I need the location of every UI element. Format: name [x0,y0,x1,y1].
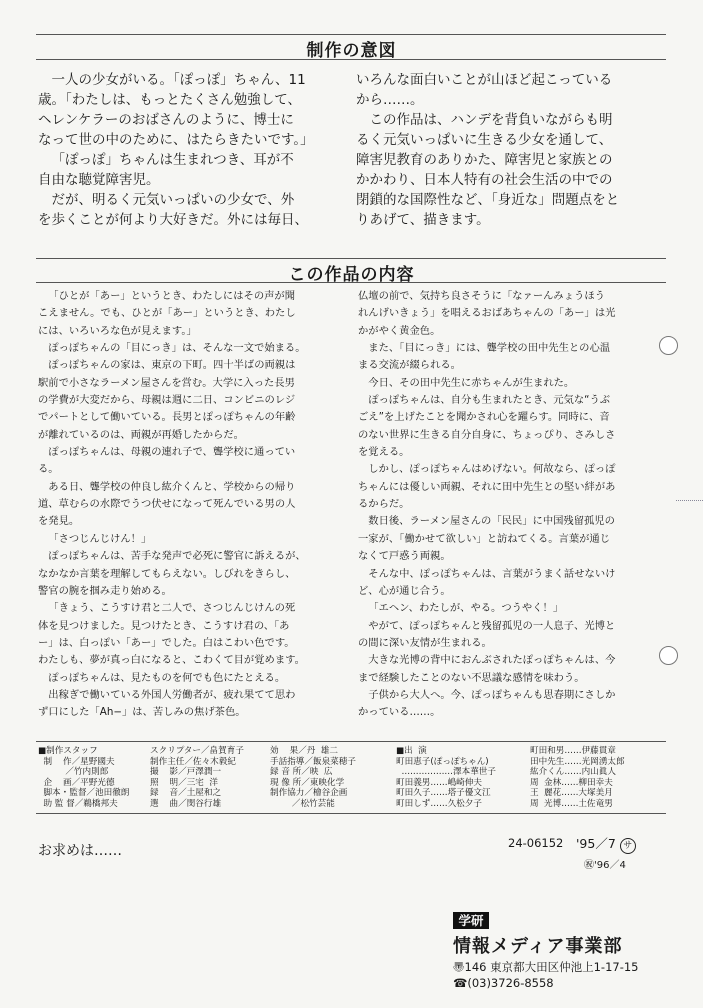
paragraph: 一人の少女がいる。「ぽっぽ」ちゃん、11 歳。「わたしは、もっとたくさん勉強して、 ヘレンケラーのおばさんのように、博士に なって世の中のために、はたらきたいです。」 [38,72,314,148]
credit-line: 録 音／土屋和之 [150,788,222,799]
paragraph: 子供から大人へ。今、ぽっぽちゃんも思春期にさしか かっている……。 [358,688,616,719]
paragraph: ぽっぽちゃんの家は、東京の下町。四十半ばの両親は 駅前で小さなラーメン屋さんを営む。大学に入った長男 の学費が大変だから、母親は週に二日、コンビニのレジ でパートとして働いている。長男とぽっぽちゃんの年齢 が離れているのは、両親が再婚したからだ。 [38,359,296,441]
credit-line: 効 果／丹 雄二 [270,746,338,756]
paragraph: 仏壇の前で、気持ち良さそうに「なァーんみょうほう れんげいきょう」を唱えるおばあちゃんの「あー」は光 かがやく黄金色。 [358,290,616,337]
credit-line: 周 光博……土佐竜男 [530,798,613,809]
fold-mark [676,500,703,501]
credit-line: 手話指導／飯泉菜穂子 [270,756,356,767]
paragraph: ぽっぽちゃんの「目にっき」は、そんな一文で始まる。 [48,342,306,355]
credits-staff-col1 [38,746,146,810]
gakken-logo: 学研 [453,912,489,929]
credits-cast-col1 [396,746,524,810]
credits-cast-col2 [530,746,664,810]
section1-rule-bottom [36,59,666,60]
credit-line: 助 監 督／鵜橋邦夫 [38,798,118,809]
issue-date [576,834,636,854]
section1-left-column [38,70,330,230]
phone-number: (03)3726-8558 [467,976,554,990]
paragraph: ぽっぽちゃんは、見たものを何でも色にたとえる。 [48,671,286,684]
paragraph: この作品は、ハンデを背負いながらも明 るく元気いっぱいに生きる少女を通して、 障害児教育のありかた、障害児と家族との かかわり、日本人特有の社会生活の中での 閉鎖的な国際性など、「身近な」問題点をと りあげて、描きます。 [356,112,620,228]
paragraph: 「ぽっぽ」ちゃんは生まれつき、耳が不 自由な聴覚障害児。 [38,152,294,188]
revision-mark: ㊗ [584,860,594,871]
credit-line: 町田義男……嶋崎伸夫 [396,777,482,788]
paragraph: 「きょう、こうすけ君と二人で、さつじんじけんの死 体を見つけました。見つけたとき、こうすけ君の、「あ ー」は、白っぽい「あー」でした。白はこわい色です。 わたしも、夢が真っ白になると、こわくて目が覚めます。 [38,602,305,667]
credit-line: 町田しず……久松夕子 [396,798,482,809]
address-text: 146 東京都大田区仲池上1-17-15 [464,960,639,974]
credit-line: 録 音 所／映 広 [270,767,333,778]
revision-date-value: '96／4 [594,860,626,871]
credits-rule-bottom [36,813,666,814]
section1-right-column [356,70,656,230]
paragraph: 今日、その田中先生に赤ちゃんが生まれた。 [368,376,575,389]
credits-staff-col2 [150,746,268,810]
credit-line: 周 金林……柳田幸夫 [530,777,613,788]
credit-line: 照 明／三宅 洋 [150,777,218,788]
paragraph: そんな中、ぽっぽちゃんは、言葉がうまく話せないけ ど、心が通じ合う。 [358,567,616,597]
paragraph: また、「目にっき」には、聾学校の田中先生との心温 まる交流が綴られる。 [358,342,611,372]
credit-line: 選 曲／閔谷行雄 [150,798,222,809]
credit-line: 制 作／星野國夫 [38,756,115,767]
order-label: お求めは…… [38,843,122,859]
credits-rule-top [36,741,666,742]
publisher-phone [453,976,554,990]
product-code: 24-06152 [508,836,564,850]
issue-date-mark: サ [620,838,636,854]
paragraph: いろんな面白いことが山ほど起こっている から……。 [356,72,613,108]
credit-line: ／竹内則郎 [38,767,109,778]
credit-line: 王 麗花……大塚美月 [530,788,613,799]
credit-line: ■制作スタッフ [38,746,98,756]
paragraph: やがて、ぽっぽちゃんと残留孤児の一人息子、光博と の間に深い友情が生まれる。 [358,619,616,649]
credit-line: 企 画／平野光德 [38,777,115,788]
paragraph: 「さつじんじけん！」 [48,532,152,545]
paragraph: ぽっぽちゃんは、母親の連れ子で、聾学校に通ってい る。 [38,446,296,476]
section1-rule-top [36,34,666,35]
paragraph: 「エヘン、わたしが、やる。つうやく！」 [368,602,564,615]
section2-rule-top [36,258,666,259]
issue-date-value: '95／7 [576,836,616,851]
credit-line: 撮 影／戸澤潤一 [150,767,222,778]
credit-line: 紘介くん……内山眞人 [530,767,616,778]
section1-title: 制作の意図 [306,41,397,61]
paragraph: しかし、ぽっぽちゃんはめげない。何故なら、ぽっぽ ちゃんには優しい両親、それに田中先生との堅い絆があ るからだ。 [358,463,616,511]
credit-line: ／松竹芸能 [270,798,335,809]
paragraph: ぽっぽちゃんは、苦手な発声で必死に警官に訴えるが、 なかなか言葉を理解してもらえない。しびれをきらし、 警官の腕を掴み走り始める。 [38,550,306,597]
punch-hole-top [659,336,678,355]
paragraph: 出稼ぎで働いている外国人労働者が、疲れ果てて思わ ず口にした「Ah−」は、苦しみの焦げ茶色。 [38,688,296,719]
credit-line: ………………澤本華世子 [396,767,496,778]
section2-title: この作品の内容 [288,265,415,285]
section2-rule-bottom [36,282,666,283]
credit-line: 町田恵子(ぽっぽちゃん) [396,756,489,767]
phone-icon: ☎ [453,976,468,990]
section2-right-column [358,288,658,722]
credit-line: 脚本・監督／池田徹朗 [38,788,130,799]
paragraph: 「ひとが「あー」というとき、わたしにはその声が聞 こえません。でも、ひとが「あー」というとき、わたし には、いろいろな色が見えます。」 [38,290,296,337]
credit-line: 現 像 所／東映化学 [270,777,345,788]
publisher-name: 情報メディア事業部 [453,936,623,957]
paragraph: ぽっぽちゃんは、自分も生まれたとき、元気な“うぶ ごえ”を上げたことを聞かされ心を躍らす。同時に、音 のない世界に生きる自分自身に、ちょっぴり、さみしさ を覚える。 [358,394,616,459]
credit-line: ■出 演 [396,746,427,756]
postal-mark-icon: 〠 [453,960,465,974]
paragraph: 数日後、ラーメン屋さんの「民民」に中国残留孤児の 一家が、「働かせて欲しい」と訪ねてくる。言葉が通じ なくて戸惑う両親。 [358,515,615,563]
credits-staff-col3 [270,746,386,810]
credit-line: 町田和男……伊藤貫章 [530,746,616,756]
credit-line: 制作主任／佐々木毅紀 [150,756,236,767]
publisher-address [453,959,639,975]
paragraph: 大きな光博の背中におんぶされたぽっぽちゃんは、今 まで経験したことのない不思議な感情を味わう。 [358,654,616,684]
section2-left-column [38,288,338,722]
paragraph: ある日、聾学校の仲良し紘介くんと、学校からの帰り 道、草むらの水際でうつ伏せになって死んでいる男の人 を発見。 [38,480,296,528]
credit-line: 制作協力／檜谷企画 [270,788,348,799]
credit-line: 町田久子……塔子優文江 [396,788,491,799]
revision-date [584,856,626,871]
paragraph: だが、明るく元気いっぱいの少女で、外 を歩くことが何より大好きだ。外には毎日、 [38,192,308,228]
punch-hole-bottom [659,646,678,665]
credit-line: スクリプター／畠賀育子 [150,746,244,756]
credit-line: 田中先生……光岡湧太郎 [530,756,625,767]
